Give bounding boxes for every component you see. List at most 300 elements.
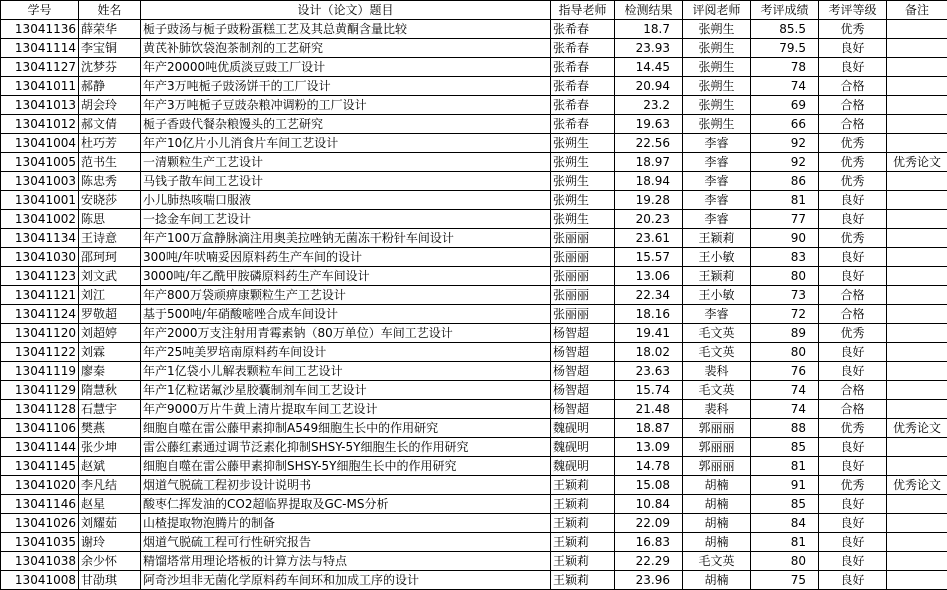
cell-advisor: 张希春 xyxy=(551,20,615,39)
cell-student-id: 13041035 xyxy=(1,533,79,552)
cell-check-result: 14.78 xyxy=(615,457,683,476)
cell-grade: 良好 xyxy=(819,362,887,381)
cell-thesis-title: 山楂提取物泡腾片的制备 xyxy=(141,514,551,533)
cell-thesis-title: 300吨/年吠喃妥因原料药生产车间的设计 xyxy=(141,248,551,267)
cell-grade: 优秀 xyxy=(819,153,887,172)
cell-student-id: 13041002 xyxy=(1,210,79,229)
cell-check-result: 22.56 xyxy=(615,134,683,153)
cell-thesis-title: 烟道气脱硫工程可行性研究报告 xyxy=(141,533,551,552)
cell-advisor: 魏砚明 xyxy=(551,457,615,476)
cell-reviewer: 郭丽丽 xyxy=(683,419,751,438)
cell-check-result: 15.74 xyxy=(615,381,683,400)
cell-student-name: 郝文倩 xyxy=(79,115,141,134)
cell-score: 80 xyxy=(751,343,819,362)
cell-grade: 良好 xyxy=(819,438,887,457)
table-row xyxy=(1,248,947,267)
cell-check-result: 18.97 xyxy=(615,153,683,172)
cell-student-name: 郝静 xyxy=(79,77,141,96)
header-score: 考评成绩 xyxy=(751,1,819,20)
cell-advisor: 魏砚明 xyxy=(551,419,615,438)
cell-reviewer: 张朔生 xyxy=(683,39,751,58)
cell-grade: 良好 xyxy=(819,495,887,514)
cell-check-result: 20.94 xyxy=(615,77,683,96)
cell-score: 85.5 xyxy=(751,20,819,39)
cell-grade: 良好 xyxy=(819,552,887,571)
cell-reviewer: 毛文英 xyxy=(683,552,751,571)
cell-student-id: 13041145 xyxy=(1,457,79,476)
cell-check-result: 10.84 xyxy=(615,495,683,514)
cell-student-name: 沈梦芬 xyxy=(79,58,141,77)
cell-remark xyxy=(887,172,947,191)
cell-student-id: 13041012 xyxy=(1,115,79,134)
cell-remark: 优秀论文 xyxy=(887,419,947,438)
cell-score: 75 xyxy=(751,571,819,590)
cell-advisor: 张丽丽 xyxy=(551,305,615,324)
cell-score: 66 xyxy=(751,115,819,134)
cell-thesis-title: 年产1亿粒诺氟沙星胶囊制剂车间工艺设计 xyxy=(141,381,551,400)
cell-advisor: 张朔生 xyxy=(551,153,615,172)
cell-reviewer: 毛文英 xyxy=(683,324,751,343)
cell-reviewer: 郭丽丽 xyxy=(683,438,751,457)
cell-remark xyxy=(887,571,947,590)
cell-remark xyxy=(887,343,947,362)
cell-score: 80 xyxy=(751,267,819,286)
cell-remark xyxy=(887,248,947,267)
cell-grade: 优秀 xyxy=(819,172,887,191)
cell-student-name: 陈忠秀 xyxy=(79,172,141,191)
cell-student-name: 余少怀 xyxy=(79,552,141,571)
cell-student-id: 13041123 xyxy=(1,267,79,286)
cell-reviewer: 郭丽丽 xyxy=(683,457,751,476)
cell-check-result: 14.45 xyxy=(615,58,683,77)
cell-reviewer: 王颖莉 xyxy=(683,267,751,286)
table-row xyxy=(1,191,947,210)
header-remark: 备注 xyxy=(887,1,947,20)
header-student-id: 学号 xyxy=(1,1,79,20)
cell-grade: 良好 xyxy=(819,248,887,267)
cell-remark xyxy=(887,438,947,457)
cell-thesis-title: 基于500吨/年硝酸嘧唑合成车间设计 xyxy=(141,305,551,324)
cell-student-id: 13041026 xyxy=(1,514,79,533)
cell-student-name: 王诗意 xyxy=(79,229,141,248)
cell-thesis-title: 酸枣仁挥发油的CO2超临界提取及GC-MS分析 xyxy=(141,495,551,514)
cell-score: 89 xyxy=(751,324,819,343)
cell-advisor: 张希春 xyxy=(551,96,615,115)
cell-remark xyxy=(887,210,947,229)
cell-student-name: 赵星 xyxy=(79,495,141,514)
table-row xyxy=(1,324,947,343)
cell-check-result: 13.06 xyxy=(615,267,683,286)
cell-reviewer: 胡楠 xyxy=(683,476,751,495)
cell-advisor: 张朔生 xyxy=(551,210,615,229)
cell-advisor: 杨智超 xyxy=(551,324,615,343)
table-row xyxy=(1,571,947,590)
cell-student-name: 范书生 xyxy=(79,153,141,172)
cell-advisor: 王颖莉 xyxy=(551,495,615,514)
table-row xyxy=(1,419,947,438)
cell-grade: 良好 xyxy=(819,571,887,590)
table-row xyxy=(1,438,947,457)
cell-score: 76 xyxy=(751,362,819,381)
cell-score: 91 xyxy=(751,476,819,495)
cell-thesis-title: 精馏塔常用理论塔板的计算方法与特点 xyxy=(141,552,551,571)
cell-advisor: 张丽丽 xyxy=(551,229,615,248)
cell-advisor: 张丽丽 xyxy=(551,267,615,286)
cell-thesis-title: 年产1亿袋小儿解表颗粒车间工艺设计 xyxy=(141,362,551,381)
cell-check-result: 16.83 xyxy=(615,533,683,552)
cell-remark xyxy=(887,191,947,210)
cell-reviewer: 胡楠 xyxy=(683,571,751,590)
cell-reviewer: 张朔生 xyxy=(683,20,751,39)
cell-student-name: 刘超婷 xyxy=(79,324,141,343)
cell-advisor: 张丽丽 xyxy=(551,248,615,267)
cell-score: 79.5 xyxy=(751,39,819,58)
cell-reviewer: 张朔生 xyxy=(683,115,751,134)
cell-score: 74 xyxy=(751,400,819,419)
cell-thesis-title: 年产3万吨栀子豉汤饼干的工厂设计 xyxy=(141,77,551,96)
cell-score: 92 xyxy=(751,134,819,153)
cell-student-name: 安晓莎 xyxy=(79,191,141,210)
cell-score: 81 xyxy=(751,191,819,210)
cell-student-id: 13041127 xyxy=(1,58,79,77)
cell-check-result: 20.23 xyxy=(615,210,683,229)
cell-student-name: 廖秦 xyxy=(79,362,141,381)
cell-check-result: 23.96 xyxy=(615,571,683,590)
header-grade: 考评等级 xyxy=(819,1,887,20)
cell-reviewer: 裴科 xyxy=(683,400,751,419)
cell-thesis-title: 年产100万盒静脉滴注用奥美拉唑钠无菌冻干粉针车间设计 xyxy=(141,229,551,248)
cell-check-result: 19.63 xyxy=(615,115,683,134)
cell-thesis-title: 烟道气脱硫工程初步设计说明书 xyxy=(141,476,551,495)
cell-remark xyxy=(887,381,947,400)
cell-reviewer: 胡楠 xyxy=(683,533,751,552)
cell-remark xyxy=(887,552,947,571)
cell-thesis-title: 栀子香豉代餐杂粮馒头的工艺研究 xyxy=(141,115,551,134)
cell-advisor: 杨智超 xyxy=(551,362,615,381)
cell-student-name: 赵斌 xyxy=(79,457,141,476)
cell-reviewer: 李睿 xyxy=(683,172,751,191)
cell-score: 72 xyxy=(751,305,819,324)
cell-grade: 合格 xyxy=(819,286,887,305)
cell-score: 78 xyxy=(751,58,819,77)
cell-score: 80 xyxy=(751,552,819,571)
cell-student-id: 13041030 xyxy=(1,248,79,267)
cell-thesis-title: 年产3万吨栀子豆豉杂粮冲调粉的工厂设计 xyxy=(141,96,551,115)
cell-advisor: 王颖莉 xyxy=(551,514,615,533)
cell-advisor: 张希春 xyxy=(551,39,615,58)
cell-remark xyxy=(887,400,947,419)
cell-student-id: 13041114 xyxy=(1,39,79,58)
table-row xyxy=(1,39,947,58)
cell-student-name: 隋慧秋 xyxy=(79,381,141,400)
cell-thesis-title: 黄芪补肺饮袋泡茶制剂的工艺研究 xyxy=(141,39,551,58)
cell-score: 81 xyxy=(751,533,819,552)
cell-remark xyxy=(887,495,947,514)
table-row xyxy=(1,514,947,533)
cell-student-name: 甘劭琪 xyxy=(79,571,141,590)
table-row xyxy=(1,172,947,191)
cell-remark xyxy=(887,39,947,58)
cell-reviewer: 张朔生 xyxy=(683,58,751,77)
cell-remark: 优秀论文 xyxy=(887,476,947,495)
table-row xyxy=(1,229,947,248)
cell-thesis-title: 年产800万袋顽痹康颗粒生产工艺设计 xyxy=(141,286,551,305)
cell-reviewer: 张朔生 xyxy=(683,77,751,96)
table-row xyxy=(1,476,947,495)
cell-remark xyxy=(887,58,947,77)
cell-remark xyxy=(887,77,947,96)
cell-student-id: 13041146 xyxy=(1,495,79,514)
cell-grade: 良好 xyxy=(819,457,887,476)
cell-check-result: 18.7 xyxy=(615,20,683,39)
cell-student-id: 13041124 xyxy=(1,305,79,324)
table-row xyxy=(1,457,947,476)
cell-reviewer: 毛文英 xyxy=(683,343,751,362)
cell-reviewer: 裴科 xyxy=(683,362,751,381)
cell-score: 77 xyxy=(751,210,819,229)
cell-score: 88 xyxy=(751,419,819,438)
table-row xyxy=(1,134,947,153)
cell-student-id: 13041134 xyxy=(1,229,79,248)
table-row xyxy=(1,115,947,134)
cell-score: 85 xyxy=(751,495,819,514)
cell-reviewer: 李睿 xyxy=(683,191,751,210)
table-row xyxy=(1,400,947,419)
cell-student-name: 薛荣华 xyxy=(79,20,141,39)
cell-advisor: 张丽丽 xyxy=(551,286,615,305)
cell-advisor: 王颖莉 xyxy=(551,476,615,495)
cell-score: 86 xyxy=(751,172,819,191)
cell-student-name: 李宝铜 xyxy=(79,39,141,58)
table-row xyxy=(1,552,947,571)
cell-grade: 良好 xyxy=(819,39,887,58)
cell-check-result: 19.28 xyxy=(615,191,683,210)
cell-advisor: 王颖莉 xyxy=(551,552,615,571)
cell-student-id: 13041106 xyxy=(1,419,79,438)
cell-student-name: 杜巧芳 xyxy=(79,134,141,153)
cell-student-id: 13041008 xyxy=(1,571,79,590)
cell-score: 84 xyxy=(751,514,819,533)
table-row xyxy=(1,533,947,552)
header-reviewer: 评阅老师 xyxy=(683,1,751,20)
cell-thesis-title: 年产10亿片小儿消食片车间工艺设计 xyxy=(141,134,551,153)
cell-score: 85 xyxy=(751,438,819,457)
cell-thesis-title: 年产2000万支注射用青霉素钠（80万单位）车间工艺设计 xyxy=(141,324,551,343)
cell-remark xyxy=(887,134,947,153)
cell-reviewer: 王小敏 xyxy=(683,248,751,267)
cell-score: 69 xyxy=(751,96,819,115)
cell-advisor: 张希春 xyxy=(551,58,615,77)
cell-check-result: 15.08 xyxy=(615,476,683,495)
cell-check-result: 13.09 xyxy=(615,438,683,457)
cell-thesis-title: 年产20000吨优质淡豆豉工厂设计 xyxy=(141,58,551,77)
cell-student-name: 石慧宇 xyxy=(79,400,141,419)
cell-student-name: 樊燕 xyxy=(79,419,141,438)
cell-student-id: 13041144 xyxy=(1,438,79,457)
table-row xyxy=(1,362,947,381)
cell-student-name: 罗敬超 xyxy=(79,305,141,324)
cell-student-id: 13041136 xyxy=(1,20,79,39)
cell-grade: 合格 xyxy=(819,77,887,96)
header-row xyxy=(1,1,947,20)
cell-remark xyxy=(887,20,947,39)
cell-advisor: 张朔生 xyxy=(551,191,615,210)
cell-remark xyxy=(887,267,947,286)
table-row xyxy=(1,58,947,77)
cell-grade: 良好 xyxy=(819,267,887,286)
cell-advisor: 杨智超 xyxy=(551,381,615,400)
cell-student-name: 邵珂珂 xyxy=(79,248,141,267)
cell-grade: 合格 xyxy=(819,305,887,324)
cell-check-result: 23.61 xyxy=(615,229,683,248)
cell-thesis-title: 小儿肺热咳喘口服液 xyxy=(141,191,551,210)
table-row xyxy=(1,153,947,172)
cell-score: 83 xyxy=(751,248,819,267)
cell-thesis-title: 马钱子散车间工艺设计 xyxy=(141,172,551,191)
cell-grade: 良好 xyxy=(819,343,887,362)
cell-reviewer: 王颖莉 xyxy=(683,229,751,248)
cell-grade: 优秀 xyxy=(819,229,887,248)
cell-student-id: 13041128 xyxy=(1,400,79,419)
cell-reviewer: 张朔生 xyxy=(683,96,751,115)
cell-advisor: 张希春 xyxy=(551,77,615,96)
cell-thesis-title: 雷公藤红素通过调节泛素化抑制SHSY-5Y细胞生长的作用研究 xyxy=(141,438,551,457)
table-row xyxy=(1,77,947,96)
cell-advisor: 杨智超 xyxy=(551,400,615,419)
cell-reviewer: 毛文英 xyxy=(683,381,751,400)
cell-reviewer: 李睿 xyxy=(683,153,751,172)
header-advisor: 指导老师 xyxy=(551,1,615,20)
cell-grade: 良好 xyxy=(819,191,887,210)
table-row xyxy=(1,20,947,39)
cell-check-result: 21.48 xyxy=(615,400,683,419)
cell-grade: 优秀 xyxy=(819,419,887,438)
cell-student-name: 谢玲 xyxy=(79,533,141,552)
cell-reviewer: 李睿 xyxy=(683,210,751,229)
table-row xyxy=(1,495,947,514)
cell-student-id: 13041129 xyxy=(1,381,79,400)
cell-advisor: 王颖莉 xyxy=(551,533,615,552)
cell-student-id: 13041119 xyxy=(1,362,79,381)
cell-grade: 优秀 xyxy=(819,134,887,153)
cell-student-id: 13041120 xyxy=(1,324,79,343)
cell-grade: 合格 xyxy=(819,381,887,400)
cell-grade: 优秀 xyxy=(819,20,887,39)
cell-remark xyxy=(887,115,947,134)
table-row xyxy=(1,305,947,324)
cell-check-result: 23.93 xyxy=(615,39,683,58)
cell-grade: 合格 xyxy=(819,115,887,134)
cell-student-name: 张少坤 xyxy=(79,438,141,457)
cell-advisor: 王颖莉 xyxy=(551,571,615,590)
cell-remark xyxy=(887,229,947,248)
cell-grade: 优秀 xyxy=(819,324,887,343)
cell-check-result: 22.29 xyxy=(615,552,683,571)
cell-student-id: 13041122 xyxy=(1,343,79,362)
table-row xyxy=(1,343,947,362)
cell-score: 74 xyxy=(751,381,819,400)
cell-score: 73 xyxy=(751,286,819,305)
cell-check-result: 15.57 xyxy=(615,248,683,267)
table-row xyxy=(1,381,947,400)
cell-reviewer: 胡楠 xyxy=(683,514,751,533)
cell-student-id: 13041001 xyxy=(1,191,79,210)
cell-student-id: 13041005 xyxy=(1,153,79,172)
cell-thesis-title: 细胞自噬在雷公藤甲素抑制A549细胞生长中的作用研究 xyxy=(141,419,551,438)
cell-score: 74 xyxy=(751,77,819,96)
cell-grade: 合格 xyxy=(819,400,887,419)
table-row xyxy=(1,210,947,229)
cell-grade: 良好 xyxy=(819,210,887,229)
cell-check-result: 22.09 xyxy=(615,514,683,533)
cell-check-result: 23.2 xyxy=(615,96,683,115)
cell-thesis-title: 阿奇沙坦非无菌化学原料药车间环和加成工序的设计 xyxy=(141,571,551,590)
header-title: 设计（论文）题目 xyxy=(141,1,551,20)
cell-student-id: 13041003 xyxy=(1,172,79,191)
cell-student-id: 13041011 xyxy=(1,77,79,96)
cell-score: 92 xyxy=(751,153,819,172)
cell-thesis-title: 一捻金车间工艺设计 xyxy=(141,210,551,229)
header-check-result: 检测结果 xyxy=(615,1,683,20)
cell-remark xyxy=(887,362,947,381)
cell-advisor: 张朔生 xyxy=(551,134,615,153)
cell-thesis-title: 3000吨/年乙酰甲胺磷原料药生产车间设计 xyxy=(141,267,551,286)
cell-advisor: 张希春 xyxy=(551,115,615,134)
table-row xyxy=(1,96,947,115)
cell-score: 90 xyxy=(751,229,819,248)
table-row xyxy=(1,286,947,305)
table-body xyxy=(1,20,947,590)
cell-check-result: 19.41 xyxy=(615,324,683,343)
cell-student-id: 13041038 xyxy=(1,552,79,571)
cell-thesis-title: 栀子豉汤与栀子豉粉蛋糕工艺及其总黄酮含量比较 xyxy=(141,20,551,39)
cell-student-id: 13041013 xyxy=(1,96,79,115)
cell-advisor: 魏砚明 xyxy=(551,438,615,457)
cell-score: 81 xyxy=(751,457,819,476)
cell-reviewer: 李睿 xyxy=(683,134,751,153)
cell-check-result: 22.34 xyxy=(615,286,683,305)
cell-remark xyxy=(887,324,947,343)
cell-student-name: 李凡结 xyxy=(79,476,141,495)
cell-student-name: 胡会玲 xyxy=(79,96,141,115)
cell-reviewer: 胡楠 xyxy=(683,495,751,514)
cell-grade: 良好 xyxy=(819,58,887,77)
cell-grade: 合格 xyxy=(819,96,887,115)
table-row xyxy=(1,267,947,286)
cell-check-result: 18.02 xyxy=(615,343,683,362)
cell-remark xyxy=(887,533,947,552)
cell-check-result: 18.16 xyxy=(615,305,683,324)
cell-grade: 优秀 xyxy=(819,476,887,495)
cell-thesis-title: 一清颗粒生产工艺设计 xyxy=(141,153,551,172)
cell-remark xyxy=(887,286,947,305)
cell-remark xyxy=(887,96,947,115)
cell-check-result: 18.94 xyxy=(615,172,683,191)
cell-student-id: 13041121 xyxy=(1,286,79,305)
cell-student-name: 刘文武 xyxy=(79,267,141,286)
cell-remark: 优秀论文 xyxy=(887,153,947,172)
cell-remark xyxy=(887,514,947,533)
cell-thesis-title: 年产25吨美罗培南原料药车间设计 xyxy=(141,343,551,362)
cell-advisor: 张朔生 xyxy=(551,172,615,191)
cell-advisor: 杨智超 xyxy=(551,343,615,362)
header-name: 姓名 xyxy=(79,1,141,20)
cell-grade: 良好 xyxy=(819,514,887,533)
cell-reviewer: 王小敏 xyxy=(683,286,751,305)
cell-remark xyxy=(887,457,947,476)
cell-grade: 良好 xyxy=(819,533,887,552)
cell-remark xyxy=(887,305,947,324)
